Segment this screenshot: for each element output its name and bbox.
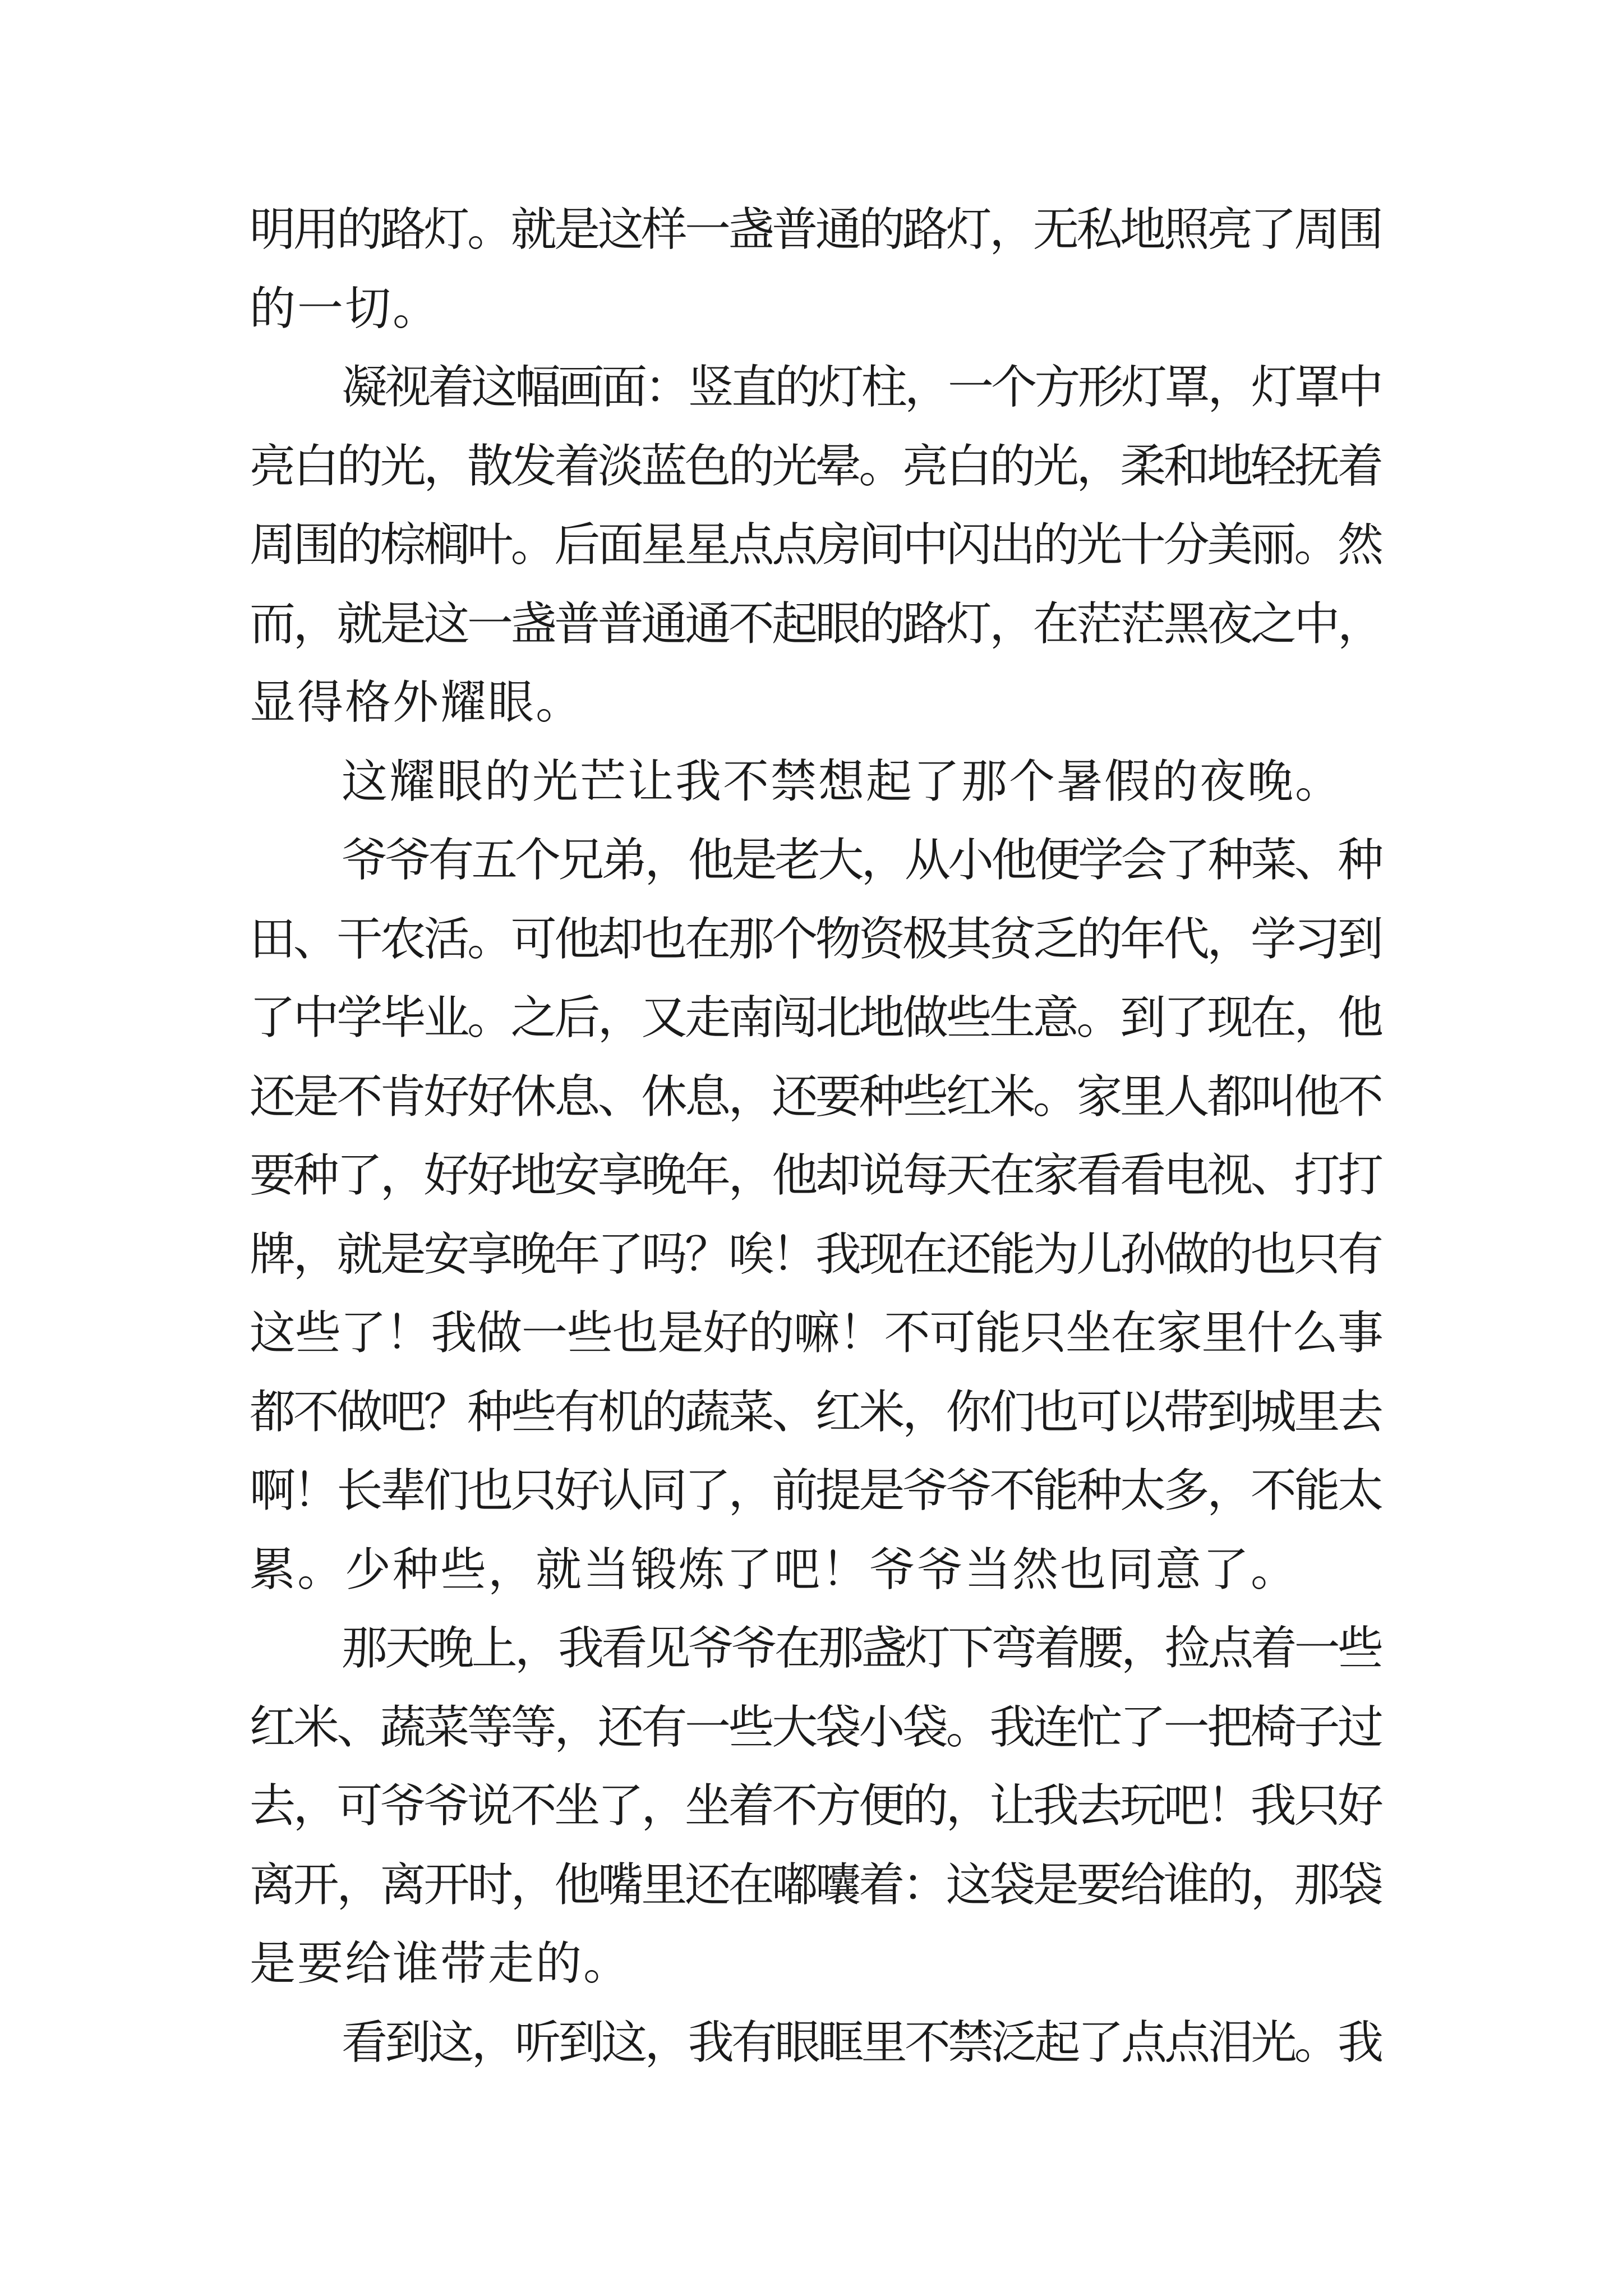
text-line: 明用的路灯。就是这样一盏普通的路灯，无私地照亮了周围	[250, 203, 1381, 256]
text-line: 是要给谁带走的。	[250, 1937, 631, 1990]
text-line: 累。少种些，就当锻炼了吧！爷爷当然也同意了。	[250, 1543, 1299, 1596]
body-text	[250, 191, 1385, 2082]
text-line: 而，就是这一盏普普通通不起眼的路灯，在茫茫黑夜之中，	[250, 597, 1381, 651]
text-line: 爷爷有五个兄弟，他是老大，从小他便学会了种菜、种	[342, 834, 1381, 887]
text-line: 了中学毕业。之后，又走南闯北地做些生意。到了现在，他	[250, 991, 1381, 1045]
text-line: 那天晚上，我看见爷爷在那盏灯下弯着腰，捡点着一些	[342, 1622, 1381, 1675]
text-line: 看到这，听到这，我有眼眶里不禁泛起了点点泪光。我	[342, 2016, 1381, 2069]
text-line: 显得格外耀眼。	[250, 676, 584, 729]
text-line: 都不做吧？种些有机的蔬菜、红米，你们也可以带到城里去	[250, 1385, 1381, 1439]
text-line: 田、干农活。可他却也在那个物资极其贫乏的年代，学习到	[250, 912, 1381, 966]
text-line: 离开，离开时，他嘴里还在嘟囔着：这袋是要给谁的，那袋	[250, 1858, 1381, 1912]
text-line: 这耀眼的光芒让我不禁想起了那个暑假的夜晚。	[342, 754, 1343, 808]
text-line: 的一切。	[250, 282, 441, 335]
text-line: 周围的棕榈叶。后面星星点点房间中闪出的光十分美丽。然	[250, 518, 1381, 572]
text-line: 红米、蔬菜等等，还有一些大袋小袋。我连忙了一把椅子过	[250, 1700, 1381, 1754]
text-line: 亮白的光，散发着淡蓝色的光晕。亮白的光，柔和地轻抚着	[250, 439, 1381, 493]
text-line: 去，可爷爷说不坐了，坐着不方便的，让我去玩吧！我只好	[250, 1779, 1381, 1833]
text-line: 牌，就是安享晚年了吗？唉！我现在还能为儿孙做的也只有	[250, 1227, 1381, 1281]
text-line: 凝视着这幅画面：竖直的灯柱，一个方形灯罩，灯罩中	[342, 361, 1381, 414]
text-line: 要种了，好好地安享晚年，他却说每天在家看看电视、打打	[250, 1149, 1381, 1202]
text-line: 啊！长辈们也只好认同了，前提是爷爷不能种太多，不能太	[250, 1464, 1381, 1517]
text-line: 这些了！我做一些也是好的嘛！不可能只坐在家里什么事	[250, 1306, 1383, 1360]
text-line: 还是不肯好好休息、休息，还要种些红米。家里人都叫他不	[250, 1070, 1381, 1124]
